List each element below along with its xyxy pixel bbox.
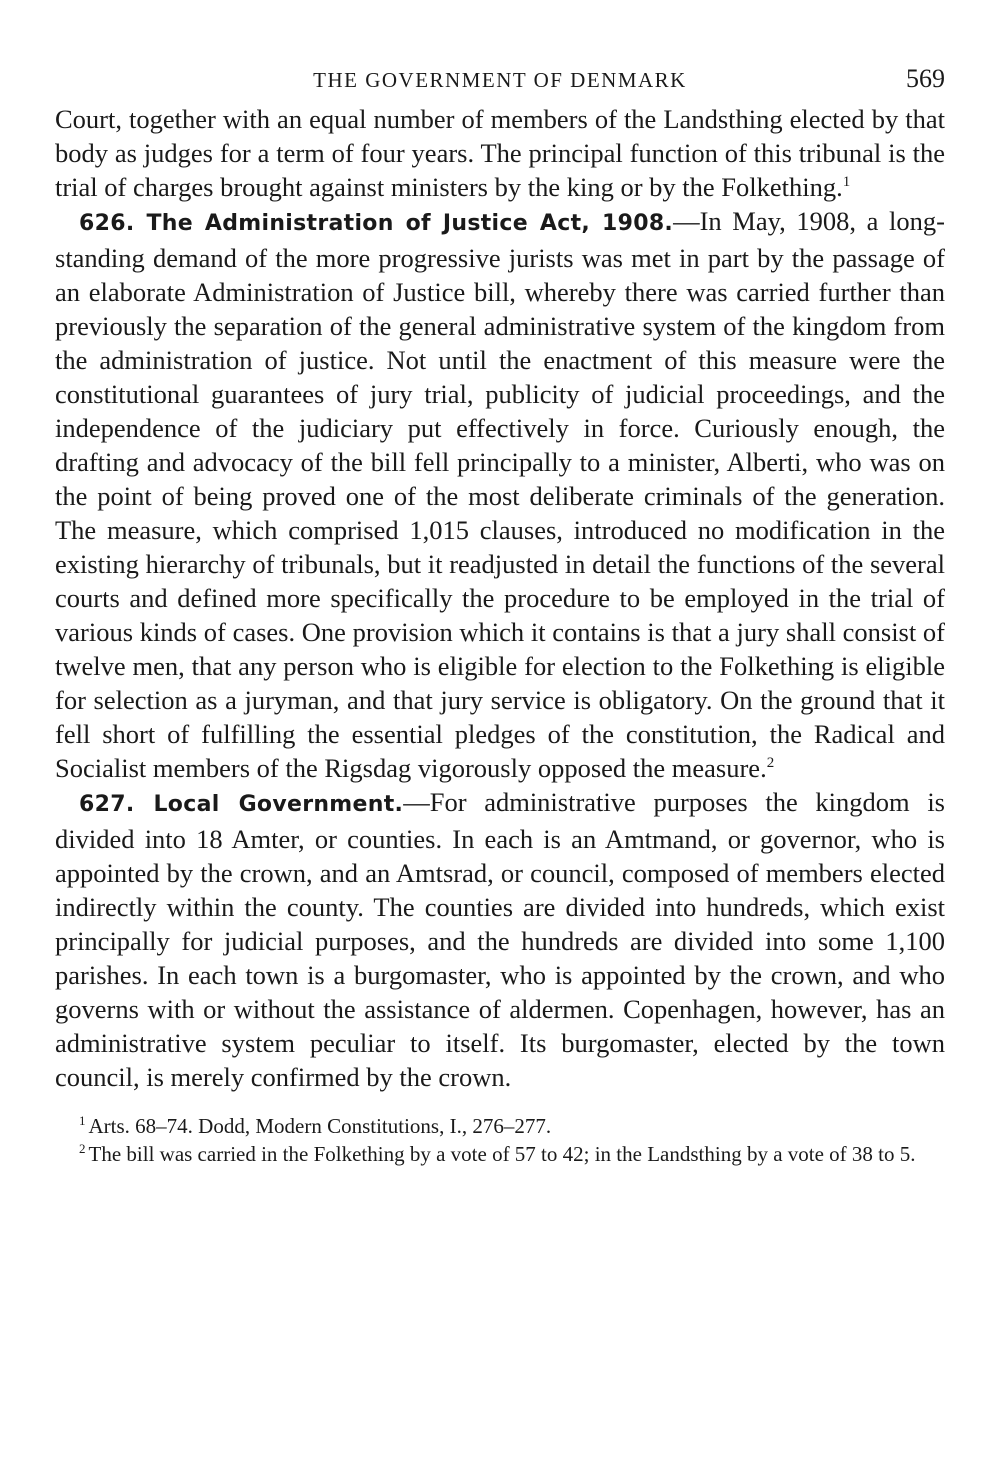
footnote-mark: 1 — [79, 1113, 86, 1128]
section-627 — [55, 785, 945, 1094]
page-number: 569 — [906, 64, 945, 93]
footnote-text: The bill was carried in the Folkething by a vote of 57 to 42; in the Landsthing by a vote of 38 to 5. — [88, 1142, 916, 1166]
body-text — [55, 102, 945, 1094]
section-text: —In May, 1908, a long-standing demand of the more progressive jurists was met in part by the passage of an elaborate Administration of Justice bill, whereby there was carried further than previously the separation of the general administrative system of the kingdom from the administration of justice. Not until the enactment of this measure were the constitutional guarantees of jury trial, publicity of judicial proceedings, and the independence of the judiciary put effectively in force. Curiously enough, the drafting and advocacy of the bill fell principally to a minister, Alberti, who was on the point of being proved one of the most deliberate criminals of the generation. The measure, which comprised 1,015 clauses, introduced no modification in the existing hierarchy of tribunals, but it readjusted in detail the functions of the several courts and defined more specifically the procedure to be employed in the trial of various kinds of cases. One provision which it contains is that a jury shall consist of twelve men, that any person who is eligible for election to the Folkething is eligible for selection as a juryman, and that jury service is obligatory. On the ground that it fell short of fulfilling the essential pledges of the constitution, the Radical and Socialist members of the Rigsdag vigorously opposed the measure. — [55, 206, 945, 783]
running-head — [55, 62, 945, 102]
running-title: THE GOVERNMENT OF DENMARK — [313, 68, 687, 92]
section-heading: 627. Local Government. — [79, 792, 404, 817]
section-text: —For administrative purposes the kingdom is divided into 18 Amter, or counties. In each is an Amtmand, or governor, who is appointed by the crown, and an Amtsrad, or council, composed of members elected indirectly within the county. The counties are divided into hundreds, which exist principally for judicial purposes, and the hundreds are divided into some 1,100 parishes. In each town is a burgomaster, who is appointed by the crown, and who governs with or without the assistance of aldermen. Copenhagen, however, has an administrative system peculiar to itself. Its burgomaster, elected by the town council, is merely confirmed by the crown. — [55, 787, 945, 1092]
footnote-text: Arts. 68–74. Dodd, Modern Constitutions, I., 276–277. — [88, 1114, 552, 1138]
section-626 — [55, 204, 945, 785]
section-heading: 626. The Administration of Justice Act, 1908. — [79, 211, 674, 236]
book-page — [55, 62, 945, 1168]
footnote — [55, 1112, 945, 1140]
footnote-mark: 2 — [79, 1141, 86, 1156]
paragraph-continuation — [55, 102, 945, 204]
footnote-reference: 2 — [766, 755, 775, 771]
footnote-reference: 1 — [842, 174, 851, 190]
paragraph-text: Court, together with an equal number of members of the Landsthing elected by that body as judges for a term of four years. The principal function of this tribunal is the trial of charges brought against ministers by the king or by the Folkething. — [55, 104, 945, 202]
footnotes — [55, 1112, 945, 1168]
footnote — [55, 1140, 945, 1168]
